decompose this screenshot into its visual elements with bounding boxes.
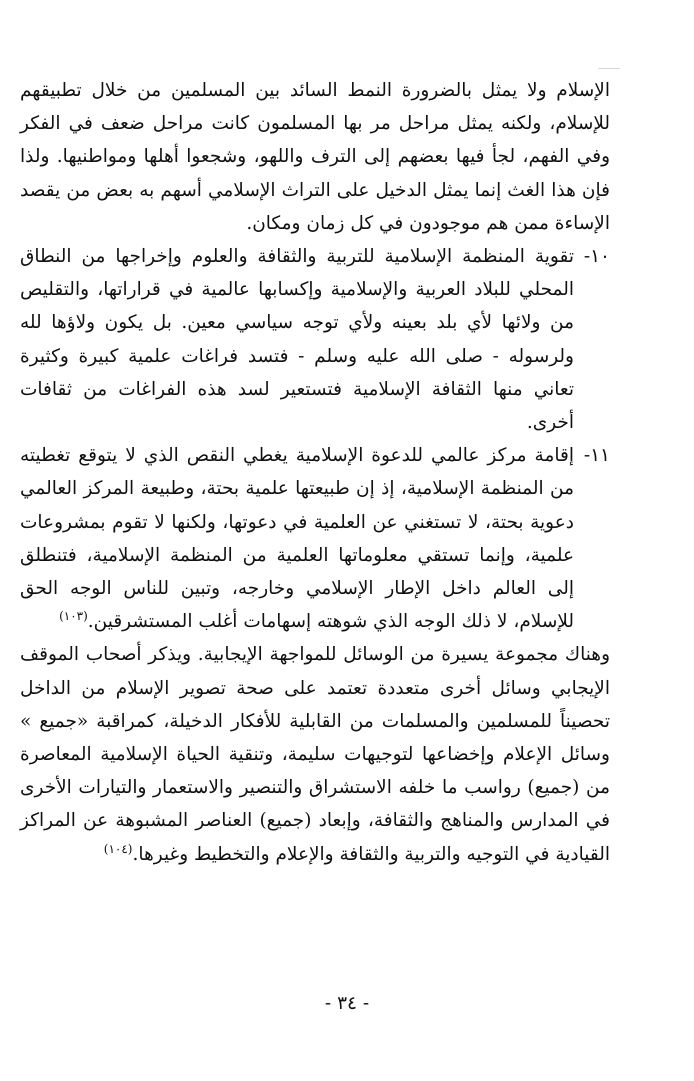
footnote-ref-104: (١٠٤) xyxy=(103,841,133,856)
scan-mark xyxy=(598,68,620,69)
list-item-number: ١١- xyxy=(583,445,610,467)
list-item-11 xyxy=(20,439,610,638)
list-item-10 xyxy=(20,240,610,439)
list-item-text: إقامة مركز عالمي للدعوة الإسلامية يغطي النقص الذي لا يتوقع تغطيته من المنظمة الإسلامية، إذ إن طبيعتها علمية بحتة، وطبيعة المركز العالمي دعوية بحتة، لا تستغني عن العلمية في دعوتها، ولكنها لا تقوم بمشروعات علمية، وإنما تستقي معلوماتها العلمية من المنظمة الإسلامية، فتنطلق إلى العالم داخل الإطار الإسلامي وخارجه، وتبين للناس الوجه الحق للإسلام، لا ذلك الوجه الذي شوهته إسهامات أغلب المستشرقين. xyxy=(20,445,574,633)
list-item-text-wrapper xyxy=(20,439,574,638)
list-item-text: تقوية المنظمة الإسلامية للتربية والثقافة والعلوم وإخراجها من النطاق المحلي للبلاد العربية والإسلامية وإكسابها عالمية في قراراتها، والتقليص من ولائها لأي بلد بعينه ولأي توجه سياسي معين. بل يكون ولاؤها لله ولرسوله - صلى الله عليه وسلم - فتسد فراغات علمية كبيرة وكثيرة تعاني منها الثقافة الإسلامية فتستعير لسد هذه الفراغات من ثقافات أخرى. xyxy=(20,246,574,434)
page-number: - ٣٤ - xyxy=(324,993,370,1014)
intro-paragraph: الإسلام ولا يمثل بالضرورة النمط السائد بين المسلمين من خلال تطبيقهم للإسلام، ولكنه يمثل مراحل مر بها المسلمون كانت مراحل ضعف في الفكر وفي الفهم، لجأ فيها بعضهم إلى الترف واللهو، وشجعوا أهلها ومواطنيها. ولذا فإن هذا الغث إنما يمثل الدخيل على التراث الإسلامي أسهم به بعض من يقصد الإساءة ممن هم موجودون في كل زمان ومكان. xyxy=(20,80,610,234)
closing-text: وهناك مجموعة يسيرة من الوسائل للمواجهة الإيجابية. ويذكر أصحاب الموقف الإيجابي وسائل أخرى متعددة تعتمد على صحة تصوير الإسلام من الداخل تحصيناً للمسلمين والمسلمات من القابلية للأفكار الدخيلة، كمراقبة «جميع » وسائل الإعلام وإخضاعها لتوجيهات سليمة، وتنقية الحياة الإسلامية المعاصرة من (جميع) رواسب ما خلفه الاستشراق والتنصير والاستعمار والتيارات الأخرى في المدارس والمناهج والثقافة، وإبعاد (جميع) العناصر المشبوهة عن المراكز القيادية في التوجيه والتربية والثقافة والإعلام والتخطيط وغيرها. xyxy=(20,644,610,865)
body-text xyxy=(20,74,610,871)
list-item-number: ١٠- xyxy=(583,246,610,268)
closing-paragraph xyxy=(20,638,610,870)
footnote-ref-103: (١٠٣) xyxy=(59,609,88,624)
